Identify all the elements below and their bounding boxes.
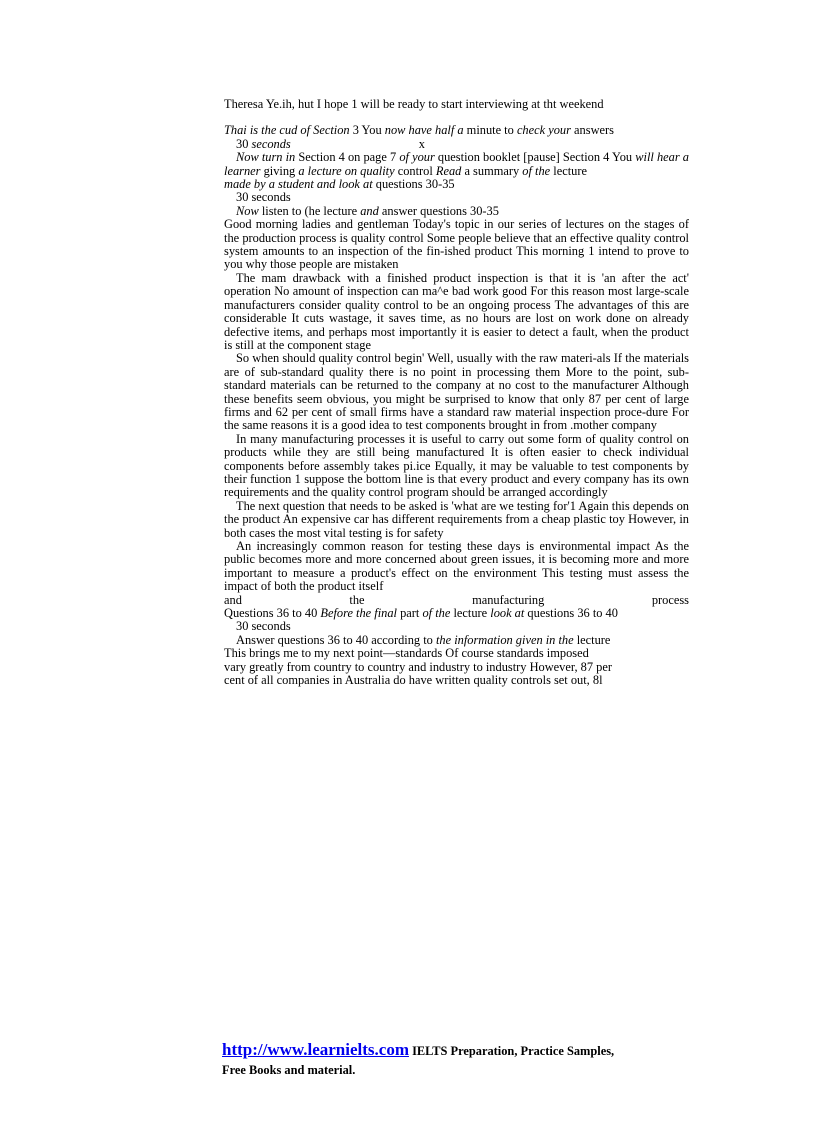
end-section-italic-a: Thai is the cud of Section [224, 124, 350, 138]
turn-in-text-f: giving [260, 163, 299, 178]
end-section-text-d: minute to [463, 124, 517, 138]
answer-italic-b: the information given in the [435, 633, 574, 647]
listen-instruction [224, 205, 689, 218]
turn-in-italic-k: of the [522, 163, 551, 178]
q36-italic-d: of the [422, 607, 451, 621]
turn-in-text-h: control [394, 163, 436, 178]
q36-italic-b: Before the final [320, 607, 397, 621]
end-section-italic-e: check your [516, 124, 571, 138]
footer-tagline: IELTS Preparation, Practice Samples, [408, 1044, 615, 1058]
answer-text-c: lecture [573, 633, 611, 647]
lecture-paragraph-2: The mam drawback with a finished product inspection is that it is 'an after the act' operation No amount of inspection can ma^e bad work good For this reason most large-scale manufacturers consider quality control to be an ongoing process The advantages of this are considerable It cuts wastage, it saves time, as no hours are lost on work done on already defective items, and perhaps most importantly it is easier to detect a fault, when the product is still at the component stage [224, 270, 689, 352]
made-by-text: questions 30-35 [372, 178, 455, 192]
seconds-pause-3: 30 seconds [236, 620, 291, 634]
turn-in-italic-i: Read [435, 163, 462, 178]
end-section-text-f: answers [570, 124, 614, 138]
seconds-word: seconds [251, 137, 291, 151]
turn-in-text-b: Section 4 on page 7 [295, 150, 400, 165]
learnielts-link[interactable]: http://www.learnielts.com [222, 1040, 409, 1059]
transcript-text [224, 98, 689, 687]
seconds-pause-1 [224, 138, 689, 151]
q36-text-c: part [397, 607, 423, 621]
made-by-italic: made by a student and look at [224, 178, 373, 192]
q36-italic-f: look at [490, 607, 525, 621]
lecture-paragraph-1: Good morning ladies and gentleman Today's topic in our series of lectures on the stages of the production process is quality control Some people believe that an effective quality control system amounts to an inspection of the fin-ished product This morning 1 intend to prove to you why those people are mistaken [224, 217, 689, 272]
theresa-line: Theresa Ye.ih, hut I hope 1 will be ready to start interviewing at tht weekend [224, 98, 604, 111]
lecture-paragraph-3: So when should quality control begin' Well, usually with the raw materi-als If the materials are of sub-standard quality there is no point in processing them More to the point, sub-standard materials can be returned to the company at no cost to the manufacturer Although these benefits seem obvious, you might be surprised to know that only 87 per cent of large firms and 62 per cent of small firms have a standard raw material inspection proce-dure For the same reasons it is a good idea to test components brought in from .mother company [224, 351, 689, 433]
standards-line-1: This brings me to my next point—standards Of course standards imposed [224, 647, 589, 661]
turn-in-text-d: question booklet [pause] Section 4 You [434, 150, 636, 165]
turn-in-instruction [224, 151, 689, 178]
listen-italic-a: Now [236, 204, 259, 218]
turn-in-italic-a: Now turn in [236, 150, 296, 165]
questions-36-40-instruction [224, 607, 689, 620]
seconds-pause-2: 30 seconds [236, 191, 291, 205]
turn-in-text-l: lecture [550, 163, 587, 178]
q36-text-a: Questions 36 to 40 [224, 607, 321, 621]
end-section-italic-c: now have half a [384, 124, 464, 138]
end-section-text-b: 3 You [349, 124, 385, 138]
answer-36-40-instruction [224, 634, 689, 647]
seconds-number: 30 [236, 137, 252, 151]
turn-in-italic-c: of your [399, 150, 435, 165]
answer-text-a: Answer questions 36 to 40 according to [236, 633, 436, 647]
listen-italic-c: and [360, 204, 379, 218]
made-by-student [224, 178, 689, 191]
turn-in-text-j: a summary [461, 163, 523, 178]
lecture-paragraph-5: The next question that needs to be asked is 'what are we testing for'1 Again this depends on the product An expensive car has different requirements from a cheap plastic toy However, in both cases the most vital testing is for safety [224, 498, 689, 540]
x-mark: x [418, 137, 425, 151]
lecture-paragraph-6-last-line: and the manufacturing process [224, 592, 689, 607]
q36-text-e: lecture [450, 607, 491, 621]
listen-text-d: answer questions 30-35 [378, 204, 499, 218]
standards-line-2: vary greatly from country to country and industry to industry However, 87 per [224, 660, 612, 674]
footer-tagline-2: Free Books and material. [222, 1063, 356, 1077]
q36-text-g: questions 36 to 40 [524, 607, 618, 621]
lecture-paragraph-4: In many manufacturing processes it is useful to carry out some form of quality control on products while they are still being manufactured It is often easier to check individual components before assembly takes pi.ice Equally, it may be valuable to test components by their function 1 suppose the bottom line is that every product and every company has its own requirements and the quality control program should be arranged accordingly [224, 431, 689, 500]
listen-text-b: listen to (he lecture [258, 204, 361, 218]
page-footer [222, 1040, 692, 1080]
spacer [224, 111, 689, 124]
lecture-paragraph-6: An increasingly common reason for testing these days is environmental impact As the public becomes more and more concerned about green issues, it is becoming more and more important to measure a product's effect on the environment This testing must assess the impact of both the product itself [224, 539, 689, 594]
end-of-section-3 [224, 124, 689, 137]
turn-in-italic-g: a lecture on quality [298, 163, 395, 178]
standards-line-3: cent of all companies in Australia do have written quality controls set out, 8l [224, 674, 603, 688]
turn-in-italic-e: will hear a learner [224, 150, 689, 178]
